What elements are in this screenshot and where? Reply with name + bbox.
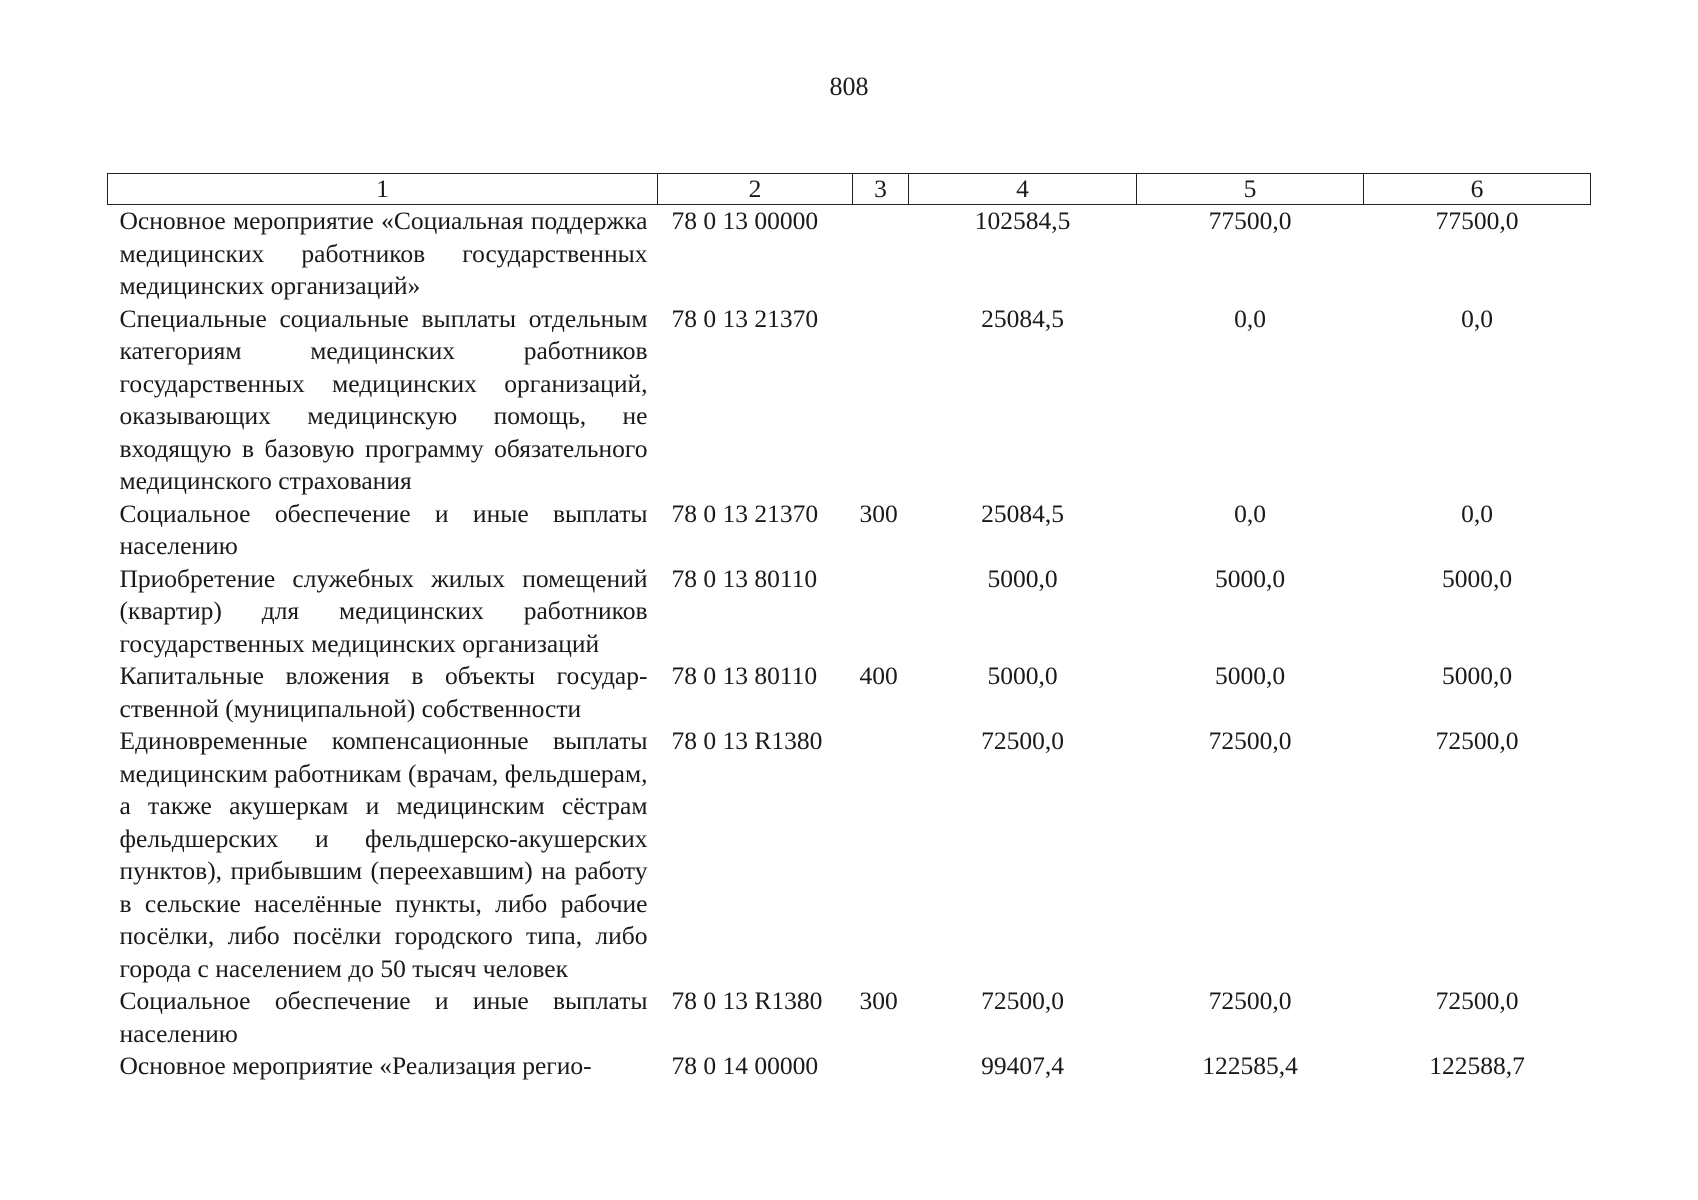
table-row [108,205,1591,303]
row-value-1: 5000,0 [987,661,1058,690]
table-row [108,1050,1591,1083]
row-value-1: 25084,5 [981,303,1064,333]
row-value-2: 77500,0 [1208,206,1292,235]
row-value-1: 5000,0 [987,563,1058,593]
column-header: 2 [658,174,853,205]
row-code: 78 0 13 80110 [671,661,818,690]
row-value-2: 0,0 [1234,498,1266,528]
column-header: 6 [1364,174,1591,205]
row-value-3: 122588,7 [1429,1051,1525,1080]
row-code: 78 0 13 R1380 [671,986,823,1015]
row-name: Основное мероприятие «Социальная поддержка медицинских работников государственных медицинских организаций» [119,206,648,300]
row-code: 78 0 13 80110 [671,563,818,593]
row-value-3: 0,0 [1461,498,1493,528]
row-name: Социальное обеспечение и иные выплаты населению [119,498,648,560]
table-row [108,563,1591,661]
row-expense-type [853,205,909,303]
row-value-3: 77500,0 [1435,206,1519,235]
row-value-1: 72500,0 [981,986,1064,1015]
table-row [108,660,1591,725]
row-value-1: 25084,5 [981,498,1064,528]
row-name: Социальное обеспечение и иные выплаты населению [119,986,648,1048]
row-expense-type [853,725,909,985]
row-value-2: 0,0 [1234,303,1266,333]
row-value-1: 72500,0 [981,726,1064,755]
row-code: 78 0 14 00000 [671,1051,819,1080]
row-value-1: 102584,5 [974,206,1071,235]
row-value-2: 122585,4 [1202,1051,1298,1080]
row-value-2: 5000,0 [1214,563,1286,593]
row-expense-type: 300 [859,498,898,528]
column-number-header [108,174,1591,205]
row-value-3: 72500,0 [1435,726,1519,755]
row-value-2: 5000,0 [1214,661,1286,690]
row-expense-type [853,303,909,498]
column-header: 5 [1137,174,1364,205]
column-header: 3 [853,174,909,205]
row-code: 78 0 13 00000 [671,206,819,235]
row-name: Капитальные вложения в объекты государственной (муниципальной) собственности [119,661,648,723]
table-row [108,985,1591,1050]
row-value-3: 5000,0 [1441,563,1513,593]
row-value-2: 72500,0 [1208,726,1292,755]
row-name: Единовременные компенсационные выплаты медицинским работникам (врачам, фельдшерам, а также акушеркам и медицинским сёстрам фельдшерских и фельдшерско-акушерских пунктов), прибывшим (переехавшим) на работу в сельские населённые пункты, либо рабочие посёлки, либо посёлки городского типа, либо города с населением до 50 тысяч человек [119,726,648,983]
row-expense-type [853,563,909,661]
row-name: Специальные социальные выплаты отдельным категориям медицинских работников государственных медицинских организаций, оказывающих медицинскую помощь, не входящую в базовую программу обязательного медицинского страхования [119,303,648,495]
row-name: Приобретение служебных жилых помещений (квартир) для медицинских работников государственных медицинских организаций [119,563,648,658]
row-code: 78 0 13 21370 [671,498,819,528]
row-code: 78 0 13 R1380 [671,726,823,755]
row-value-3: 72500,0 [1435,986,1519,1015]
column-header: 1 [108,174,658,205]
row-value-2: 72500,0 [1208,986,1292,1015]
row-value-3: 5000,0 [1441,661,1513,690]
row-name: Основное мероприятие «Реализация регио- [119,1051,592,1080]
table-row [108,725,1591,985]
table-row [108,303,1591,498]
row-value-3: 0,0 [1461,303,1493,333]
table-row [108,498,1591,563]
budget-table [107,173,1591,1083]
row-value-1: 99407,4 [981,1051,1064,1080]
row-expense-type [853,1050,909,1083]
row-expense-type: 400 [859,661,898,690]
column-header: 4 [909,174,1137,205]
page-number: 808 [829,72,869,101]
row-expense-type: 300 [859,986,898,1015]
row-code: 78 0 13 21370 [671,303,819,333]
